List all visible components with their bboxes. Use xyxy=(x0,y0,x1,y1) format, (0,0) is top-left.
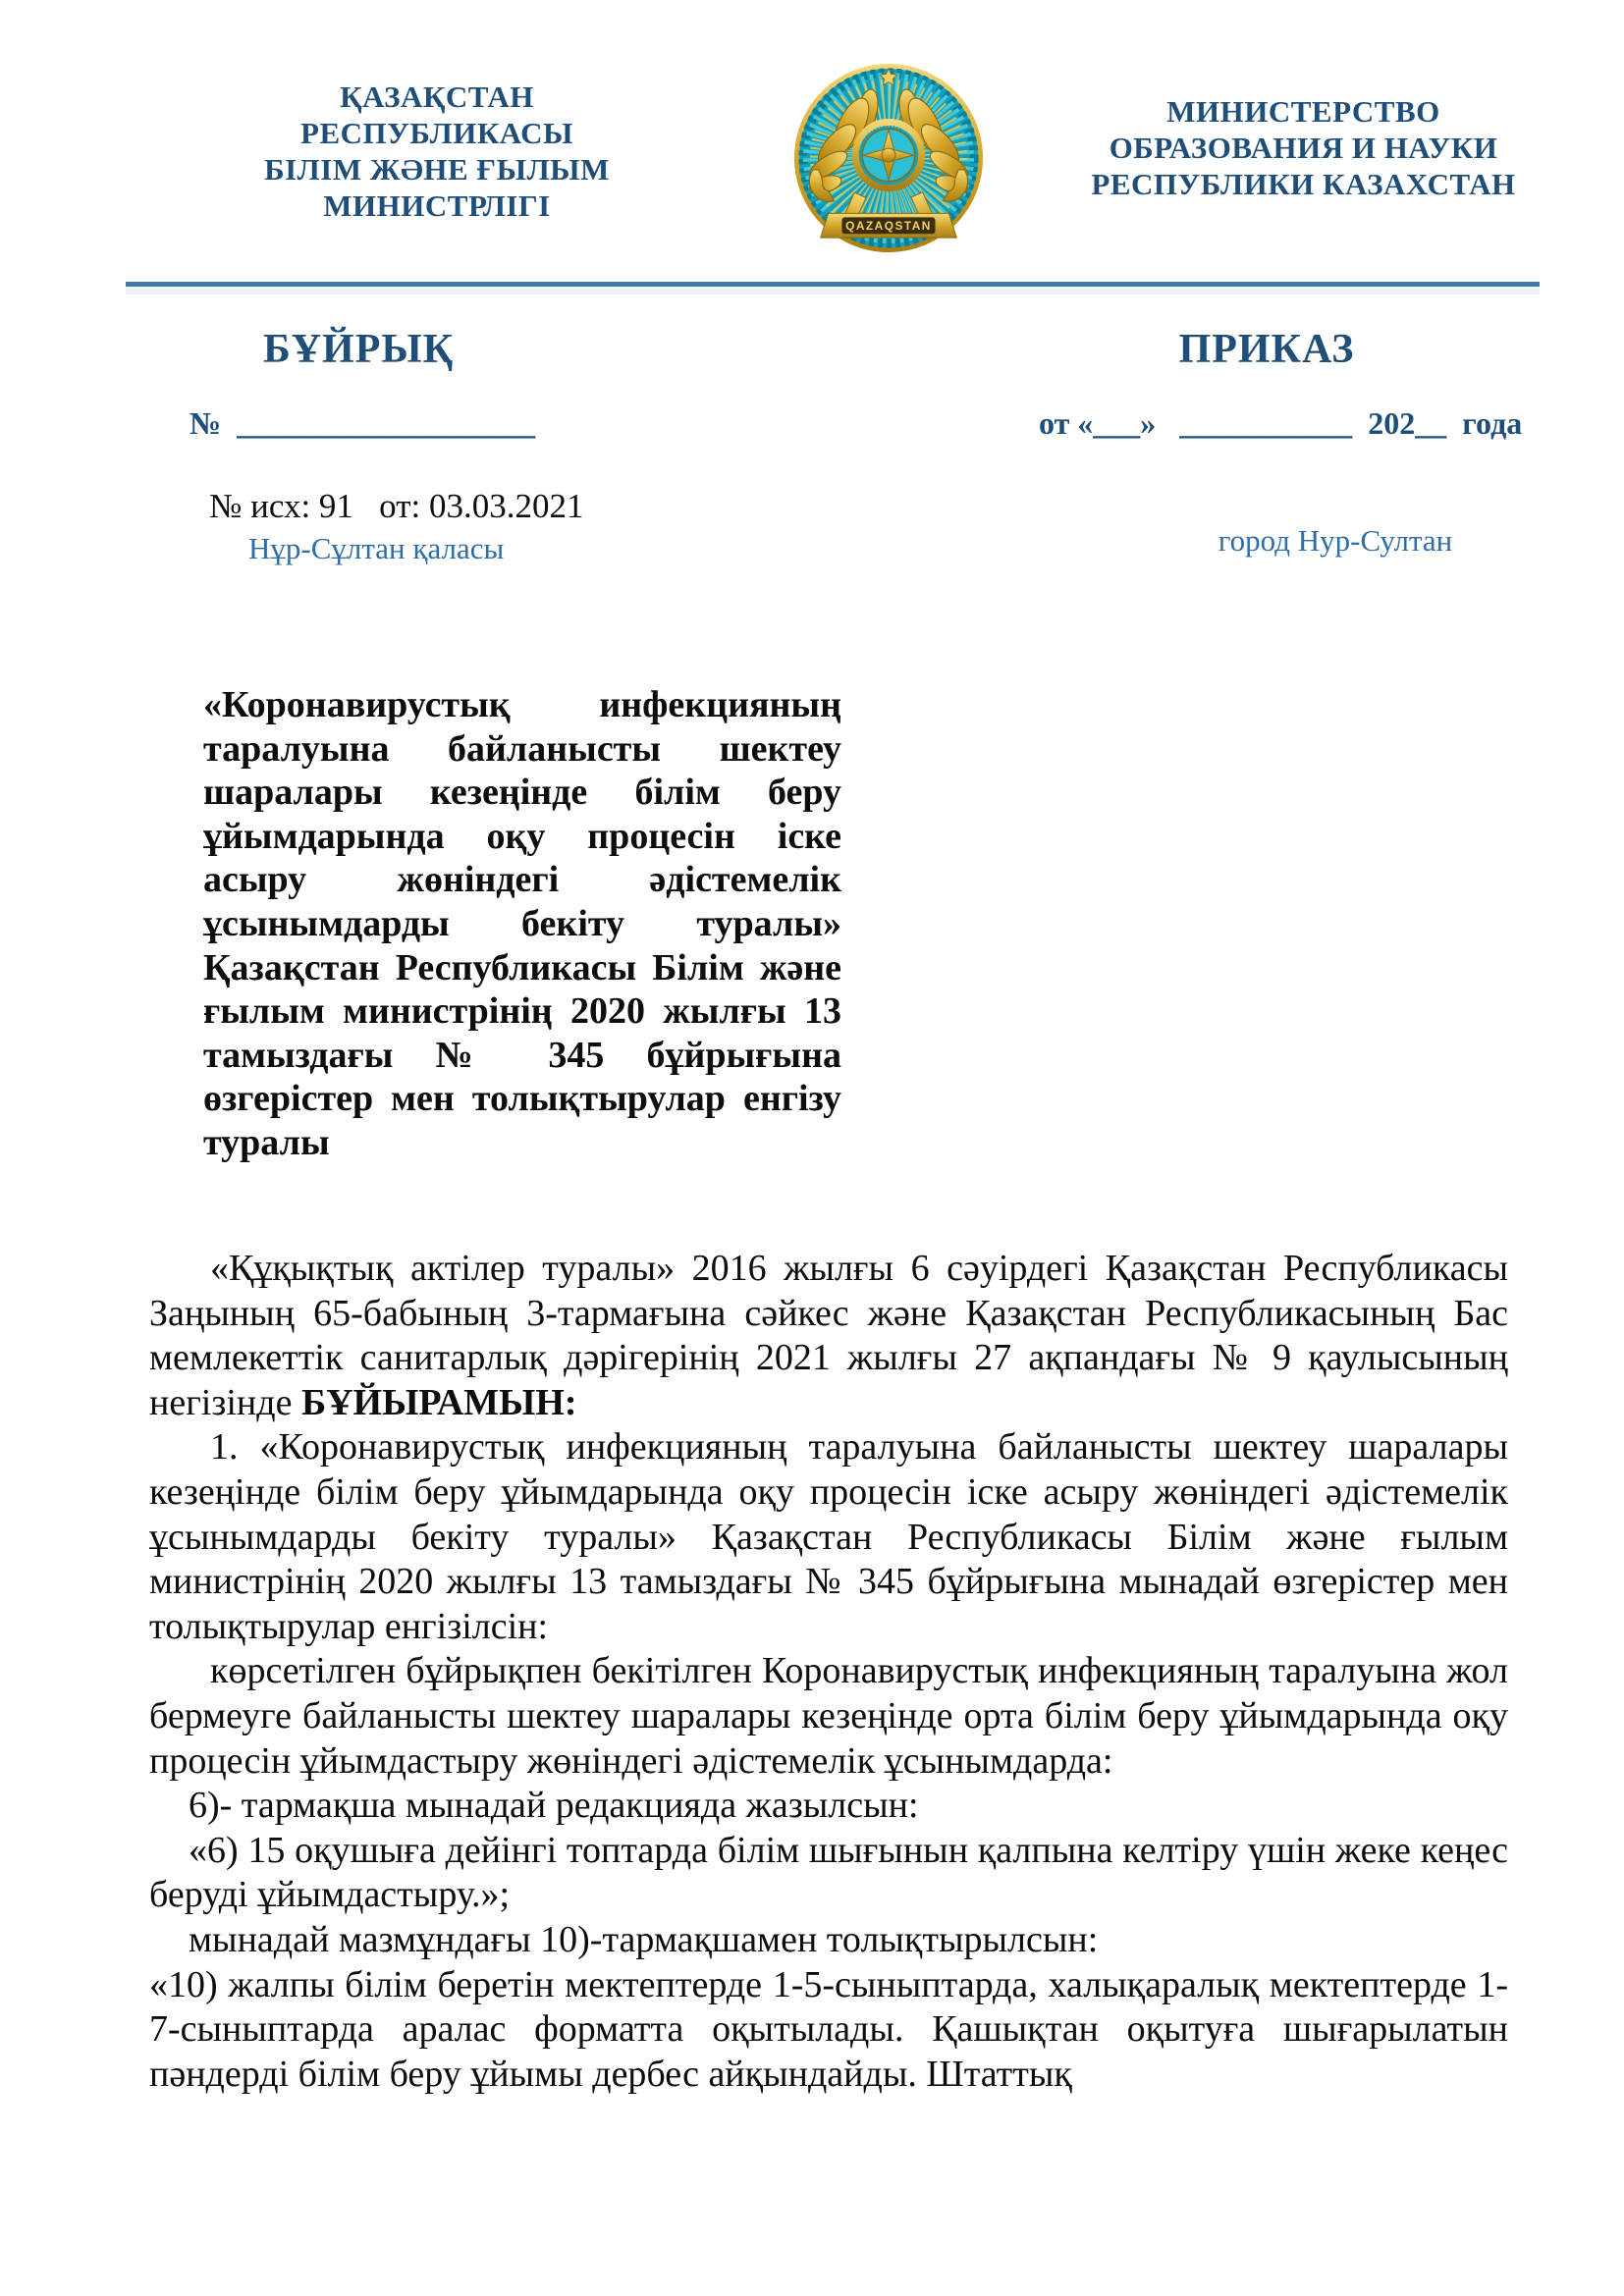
body-paragraph: 1. «Коронавирустық инфекцияның таралуына байланысты шектеу шаралары кезеңінде білім беру ұйымдарында оқу процесін іске асыру жөніндегі әдістемелік ұсынымдарды бекіту туралы» Қазақстан Республикасы Білім және ғылым министрінің 2020 жылғы 13 тамыздағы № 345 бұйрығына мынадай өзгерістер мен толықтырулар енгізілсін: xyxy=(149,1426,1508,1647)
body-paragraph: көрсетілген бұйрықпен бекітілген Коронавирустық инфекцияның таралуына жол бермеуге байланысты шектеу шаралары кезеңінде орта білім беру ұйымдарында оқу процесін ұйымдастыру жөніндегі әдістемелік ұсынымдарда: xyxy=(149,1650,1508,1782)
ministry-name-ru xyxy=(1056,93,1551,202)
order-title-kk: БҰЙРЫҚ xyxy=(262,327,455,372)
org-line: ОБРАЗОВАНИЯ И НАУКИ xyxy=(1109,131,1498,165)
body-paragraph: 6)- тармақша мынадай редакцияда жазылсын: xyxy=(189,1785,919,1827)
org-line: РЕСПУБЛИКИ КАЗАХСТАН xyxy=(1091,167,1516,201)
order-date-blank: от «___» ___________ 202__ года xyxy=(1039,405,1523,441)
org-line: МИНИСТРЛІГІ xyxy=(323,188,551,223)
city-name-kk: Нұр-Сұлтан қаласы xyxy=(248,531,505,565)
kazakhstan-state-emblem-icon xyxy=(791,61,986,255)
org-line: РЕСПУБЛИКАСЫ xyxy=(300,116,573,150)
city-name-ru: город Нур-Султан xyxy=(1218,523,1453,558)
org-line: БІЛІМ ЖӘНЕ ҒЫЛЫМ xyxy=(264,152,610,187)
emblem-caption: QAZAQSTAN xyxy=(845,219,932,234)
header-divider xyxy=(126,282,1540,287)
org-line: ҚАЗАҚСТАН xyxy=(340,80,534,114)
paragraph-text: «Құқықтық актілер туралы» 2016 жылғы 6 сәуірдегі Қазақстан Республикасы Заңының 65-бабының 3-тармағына сәйкес және Қазақстан Республикасының Бас мемлекеттік санитарлық дәрігерінің 2021 жылғы 27 ақпандағы № 9 қаулысының негізінде xyxy=(149,1248,1508,1423)
body-paragraph xyxy=(149,1247,1508,1425)
body-paragraph: «10) жалпы білім беретін мектептерде 1-5-сыныптарда, халықаралық мектептерде 1-7-сыныптарда аралас форматта оқытылады. Қашықтан оқытуға шығарылатын пәндерді білім беру ұйымы дербес айқындайды. Штаттық xyxy=(149,1963,1508,2095)
org-line: МИНИСТЕРСТВО xyxy=(1166,94,1440,129)
order-verb-bold: БҰЙЫРАМЫН: xyxy=(300,1381,577,1423)
order-title-ru: ПРИКАЗ xyxy=(1178,327,1355,372)
order-subject-title: «Коронавирустық инфекцияның таралуына байланысты шектеу шаралары кезеңінде білім беру ұйымдарында оқу процесін іске асыру жөніндегі әдістемелік ұсынымдарды бекіту туралы» Қазақстан Республикасы Білім және ғылым министрінің 2020 жылғы 13 тамыздағы № 345 бұйрығына өзгерістер мен толықтырулар енгізу туралы xyxy=(203,684,841,1163)
body-paragraph: «6) 15 оқушыға дейінгі топтарда білім шығынын қалпына келтіру үшін жеке кеңес беруді ұйымдастыру.»; xyxy=(149,1829,1508,1916)
ministry-name-kk xyxy=(196,79,677,224)
order-number-blank: № ___________________ xyxy=(189,405,536,441)
body-paragraph: мынадай мазмұндағы 10)-тармақшамен толықтырылсын: xyxy=(189,1918,1099,1960)
outgoing-number: № исх: 91 от: 03.03.2021 xyxy=(209,487,584,525)
order-body xyxy=(149,1247,1508,2097)
